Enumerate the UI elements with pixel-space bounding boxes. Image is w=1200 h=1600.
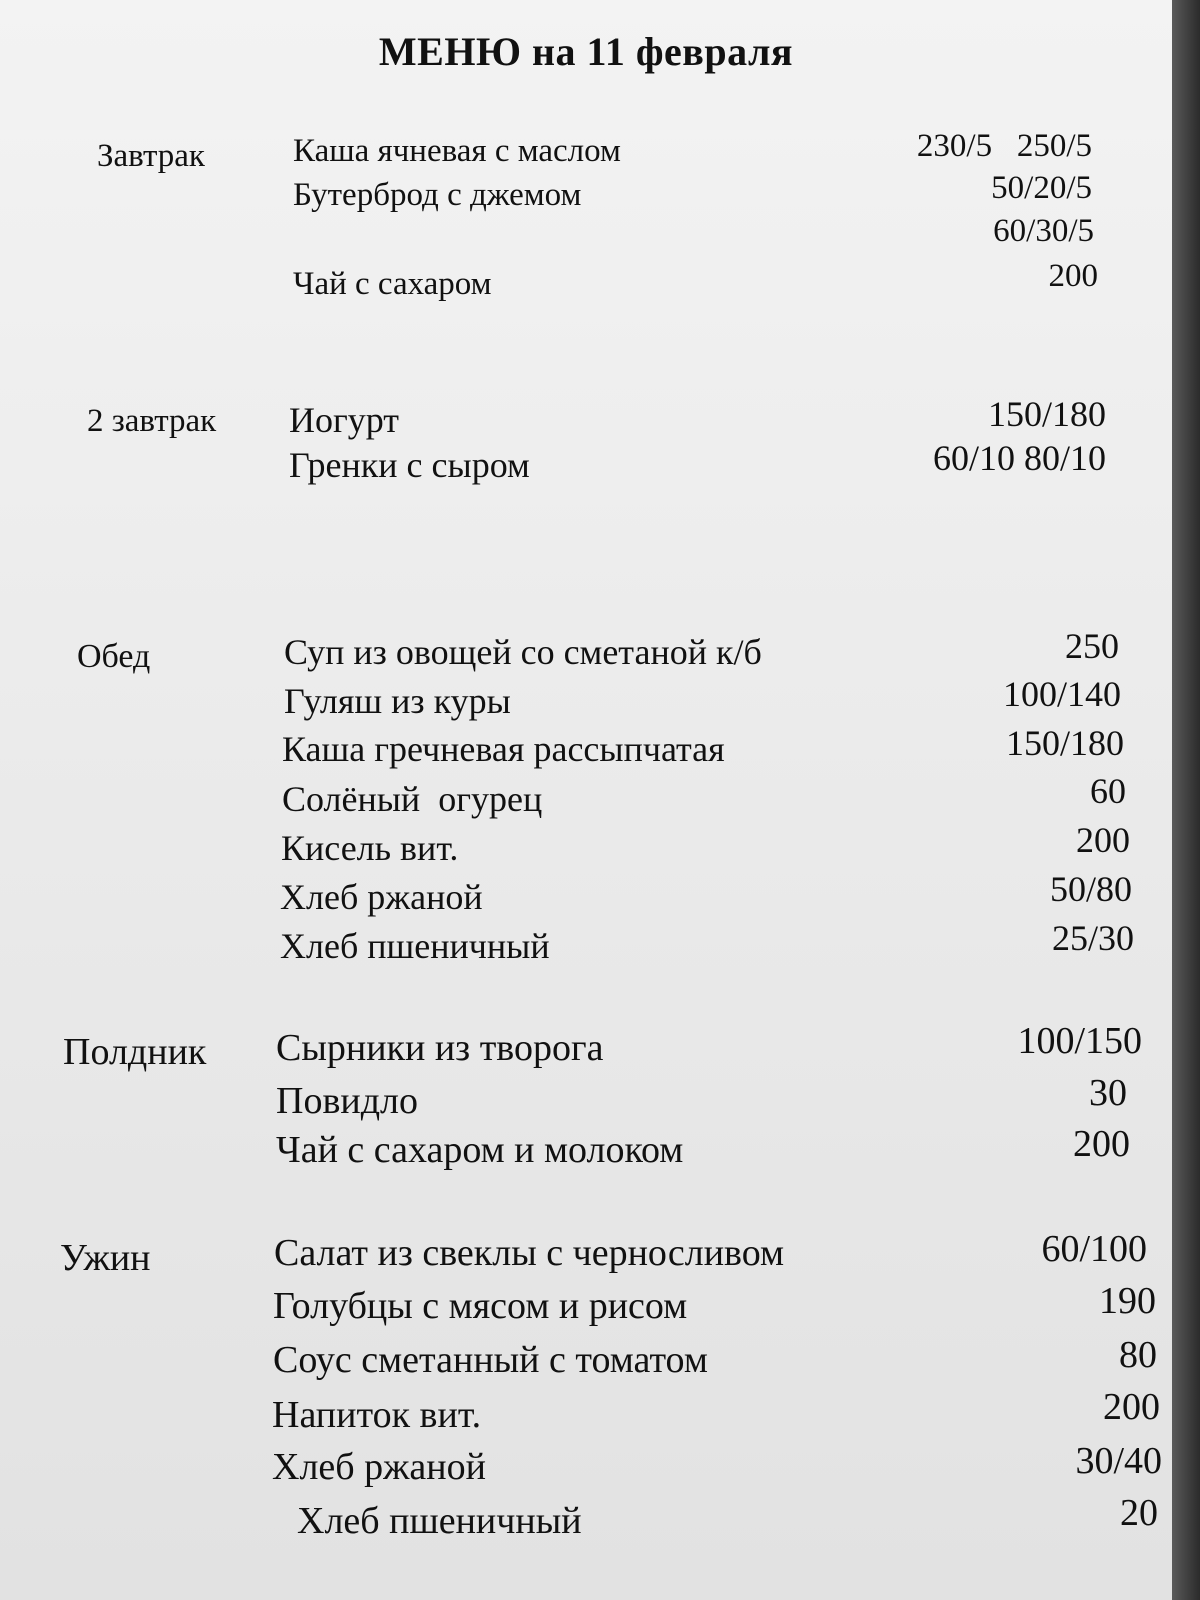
dish-name: Повидло xyxy=(276,1080,419,1122)
page-title: МЕНЮ на 11 февраля xyxy=(378,29,794,74)
dish-portion: 30/40 xyxy=(1075,1440,1162,1482)
dish-name: Гуляш из куры xyxy=(284,681,511,721)
dish-name: Хлеб пшеничный xyxy=(280,926,550,966)
dish-name: Соус сметанный с томатом xyxy=(273,1339,708,1381)
dish-name: Сырники из творога xyxy=(276,1027,604,1069)
dish-portion: 200 xyxy=(1048,258,1098,294)
meal-label-afternoon-snack: Полдник xyxy=(63,1031,207,1073)
dish-portion: 150/180 xyxy=(1005,723,1124,763)
meal-label-dinner: Ужин xyxy=(60,1237,151,1279)
dish-portion: 20 xyxy=(1120,1492,1158,1534)
dish-name: Солёный огурец xyxy=(282,779,543,819)
dish-name: Хлеб пшеничный xyxy=(297,1500,582,1542)
dish-name: Бутерброд с джемом xyxy=(293,177,582,213)
dish-portion: 100/150 xyxy=(1017,1020,1142,1062)
dish-name: Чай с сахаром и молоком xyxy=(276,1129,684,1171)
dish-portion: 200 xyxy=(1073,1123,1130,1165)
dish-portion: 200 xyxy=(1076,820,1130,860)
dish-portion: 250 xyxy=(1065,626,1119,666)
dish-name: Кисель вит. xyxy=(281,828,459,868)
meal-label-lunch: Обед xyxy=(77,638,151,675)
dish-portion: 60 xyxy=(1090,771,1126,811)
dish-name: Хлеб ржаной xyxy=(280,877,483,917)
meal-label-second-breakfast: 2 завтрак xyxy=(87,403,217,439)
meal-label-breakfast: Завтрак xyxy=(97,138,205,174)
dish-portion: 100/140 xyxy=(1002,674,1121,714)
dish-name: Напиток вит. xyxy=(272,1394,482,1436)
dish-portion: 60/100 xyxy=(1041,1228,1147,1270)
dish-portion: 30 xyxy=(1089,1072,1127,1114)
dish-portion: 60/30/5 xyxy=(993,213,1094,249)
dish-portion: 80 xyxy=(1119,1334,1157,1376)
dish-portion: 25/30 xyxy=(1051,918,1134,958)
dish-name: Иогурт xyxy=(289,400,400,440)
dish-portion: 230/5 250/5 xyxy=(916,128,1092,164)
dish-name: Каша ячневая с маслом xyxy=(293,133,621,169)
dish-portion: 200 xyxy=(1103,1386,1160,1428)
dish-name: Голубцы с мясом и рисом xyxy=(273,1285,688,1327)
dish-name: Чай с сахаром xyxy=(293,266,492,302)
dish-portion: 50/20/5 xyxy=(991,170,1092,206)
dish-name: Гренки с сыром xyxy=(289,445,530,485)
dish-name: Салат из свеклы с черносливом xyxy=(274,1232,785,1274)
dish-portion: 50/80 xyxy=(1049,869,1132,909)
dish-portion: 190 xyxy=(1099,1280,1156,1322)
dish-name: Хлеб ржаной xyxy=(272,1446,486,1488)
dish-portion: 60/10 80/10 xyxy=(932,438,1106,478)
dish-name: Суп из овощей со сметаной к/б xyxy=(284,632,762,672)
paper-edge-shadow xyxy=(1172,0,1200,1600)
dish-portion: 150/180 xyxy=(987,394,1106,434)
dish-name: Каша гречневая рассыпчатая xyxy=(282,729,725,769)
